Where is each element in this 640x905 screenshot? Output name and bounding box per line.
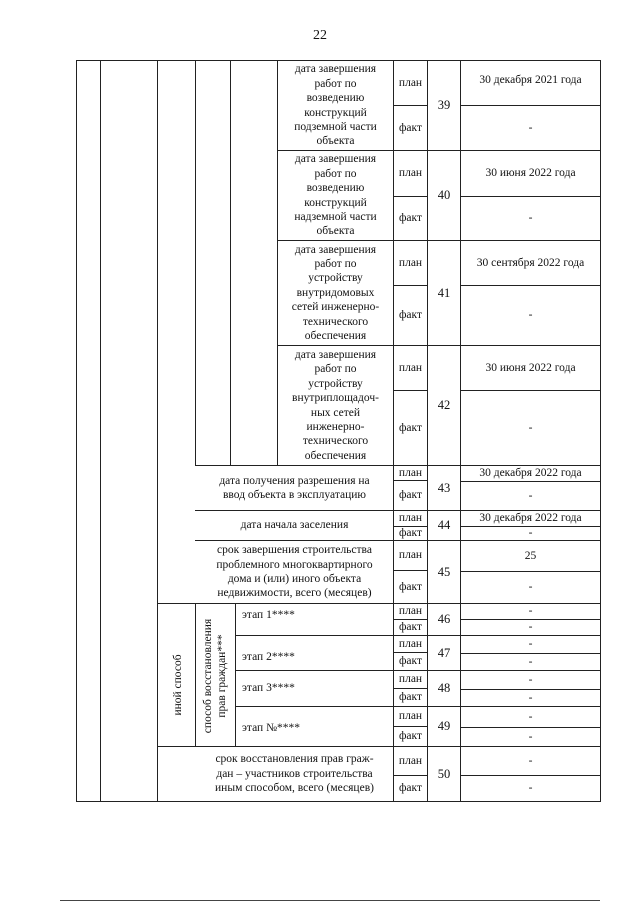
desc-line: иным способом, всего (месяцев): [215, 782, 374, 795]
desc-line: внутриплощадоч-: [292, 392, 379, 405]
desc-line: ввод объекта в эксплуатацию: [223, 489, 366, 501]
plan-value-41: 30 сентября 2022 года: [476, 256, 585, 269]
desc-line: ных сетей: [310, 406, 361, 419]
fact-label-40: факт: [398, 212, 423, 225]
desc-line: конструкций: [304, 106, 367, 119]
fact-label-42: факт: [398, 421, 423, 434]
fact-value-48: -: [528, 691, 533, 704]
fact-value-47: -: [528, 655, 533, 668]
row-number-40: 40: [437, 188, 451, 203]
plan-label-47: план: [398, 637, 423, 650]
desc-line: технического: [302, 435, 369, 448]
plan-label-43: план: [398, 466, 423, 479]
desc-47: [236, 636, 346, 670]
desc-line: срок завершения строительства: [217, 544, 372, 557]
fact-value-42: -: [528, 421, 533, 434]
fact-value-43: -: [528, 489, 533, 502]
row-number-45: 45: [437, 564, 451, 579]
desc-line: дата завершения: [294, 348, 377, 361]
desc-line: сетей инженерно-: [291, 301, 380, 314]
desc-line: дата начала заселения: [240, 519, 349, 532]
desc-line: работ по: [314, 167, 357, 180]
other-method-text: иной способ: [172, 654, 184, 716]
plan-value-44: 30 декабря 2022 года: [479, 512, 582, 525]
desc-line: объекта: [316, 135, 355, 148]
page-bottom-rule: [60, 900, 600, 901]
desc-line: работ по: [314, 363, 357, 376]
plan-value-45: 25: [524, 549, 537, 562]
table-left-border: [76, 60, 77, 802]
col-line-other-method: [195, 603, 196, 746]
plan-label-42: план: [398, 361, 423, 374]
desc-line: возведению: [306, 92, 365, 105]
fact-label-47: факт: [398, 655, 423, 668]
plan-label-49: план: [398, 710, 423, 723]
desc-line: этап №****: [242, 722, 301, 735]
table-right-border: [600, 60, 601, 802]
desc-48: [236, 671, 346, 706]
desc-41: [278, 241, 393, 345]
restoration-line-2: прав граждан***: [216, 634, 228, 718]
desc-45: [196, 541, 393, 603]
desc-line: обеспечения: [304, 449, 367, 462]
fact-label-49: факт: [398, 730, 423, 743]
plan-label-45: план: [398, 549, 423, 562]
plan-value-43: 30 декабря 2022 года: [479, 467, 582, 480]
desc-43: [196, 466, 393, 510]
desc-line: дома и (или) иного объекта: [227, 573, 362, 585]
desc-42: [278, 346, 393, 465]
fact-label-45: факт: [398, 580, 423, 593]
plan-value-39: 30 декабря 2021 года: [479, 74, 582, 86]
col-line-a: [100, 60, 101, 802]
other-method-label: [171, 605, 185, 765]
desc-49: [236, 707, 346, 746]
desc-line: дата завершения: [294, 63, 377, 76]
plan-label-40: план: [398, 167, 423, 180]
fact-label-50: факт: [398, 782, 423, 795]
plan-value-49: -: [528, 710, 533, 723]
desc-line: возведению: [306, 182, 365, 195]
desc-line: внутридомовых: [296, 286, 375, 299]
desc-line: надземной части: [294, 210, 377, 223]
desc-line: этап 1****: [242, 609, 295, 621]
row-number-49: 49: [437, 719, 451, 734]
desc-line: дата завершения: [294, 243, 377, 256]
plan-value-48: -: [528, 673, 533, 686]
fact-value-40: -: [528, 212, 533, 225]
desc-44: [196, 511, 393, 540]
desc-line: обеспечения: [304, 330, 367, 343]
fact-value-45: -: [528, 581, 533, 594]
page-number: 22: [313, 28, 327, 43]
desc-line: дан – участников строительства: [216, 767, 373, 780]
fact-label-41: факт: [398, 309, 423, 322]
row-number-42: 42: [437, 398, 451, 413]
desc-line: этап 2****: [242, 650, 295, 663]
desc-line: недвижимости, всего (месяцев): [217, 587, 372, 600]
desc-line: этап 3****: [242, 682, 295, 695]
desc-line: технического: [302, 315, 369, 328]
desc-40: [278, 151, 393, 240]
restoration-line-1: способ восстановления: [202, 618, 214, 734]
fact-value-46: -: [528, 621, 533, 634]
row-number-39: 39: [437, 98, 451, 113]
desc-line: подземной части: [294, 120, 377, 133]
plan-label-46: план: [398, 605, 423, 618]
col-line-c: [195, 60, 196, 465]
fact-label-43: факт: [398, 489, 423, 502]
plan-value-50: -: [528, 754, 533, 767]
fact-value-44: -: [528, 527, 533, 540]
row-number-44: 44: [437, 518, 451, 533]
plan-label-41: план: [398, 256, 423, 269]
desc-line: объекта: [316, 225, 355, 238]
desc-line: устройству: [308, 377, 363, 390]
plan-value-46: -: [528, 605, 533, 618]
row-number-41: 41: [437, 285, 451, 300]
row-number-47: 47: [437, 645, 451, 660]
col-line-d: [230, 60, 231, 465]
plan-value-47: -: [528, 638, 533, 651]
desc-line: срок восстановления прав граж-: [215, 753, 374, 766]
fact-label-48: факт: [398, 691, 423, 704]
row-number-46: 46: [437, 612, 451, 627]
desc-39: [278, 61, 393, 150]
desc-50: [196, 747, 393, 801]
desc-line: дата завершения: [294, 153, 377, 166]
plan-label-44: план: [398, 512, 423, 525]
fact-label-39: факт: [398, 121, 423, 134]
plan-label-39: план: [398, 76, 423, 89]
desc-line: инженерно-: [306, 420, 365, 433]
plan-value-40: 30 июня 2022 года: [485, 167, 576, 180]
plan-value-42: 30 июня 2022 года: [485, 361, 576, 374]
fact-label-44: факт: [398, 527, 423, 540]
desc-line: устройству: [308, 272, 363, 285]
plan-label-48: план: [398, 673, 423, 686]
desc-line: проблемного многоквартирного: [216, 558, 373, 571]
fact-value-50: -: [528, 782, 533, 795]
desc-line: дата получения разрешения на: [219, 474, 370, 487]
table-bottom-border: [76, 801, 601, 802]
plan-label-50: план: [398, 754, 423, 767]
desc-46: [236, 604, 346, 635]
row-number-43: 43: [437, 480, 451, 495]
desc-line: работ по: [314, 257, 357, 270]
fact-value-39: -: [528, 121, 533, 134]
row-number-48: 48: [437, 681, 451, 696]
desc-line: конструкций: [304, 196, 367, 209]
fact-value-41: -: [528, 309, 533, 322]
fact-value-49: -: [528, 730, 533, 743]
desc-line: работ по: [314, 77, 357, 90]
col-line-b: [157, 60, 158, 802]
row-number-50: 50: [437, 766, 451, 781]
restoration-method-label: [201, 606, 231, 746]
fact-label-46: факт: [398, 621, 423, 634]
